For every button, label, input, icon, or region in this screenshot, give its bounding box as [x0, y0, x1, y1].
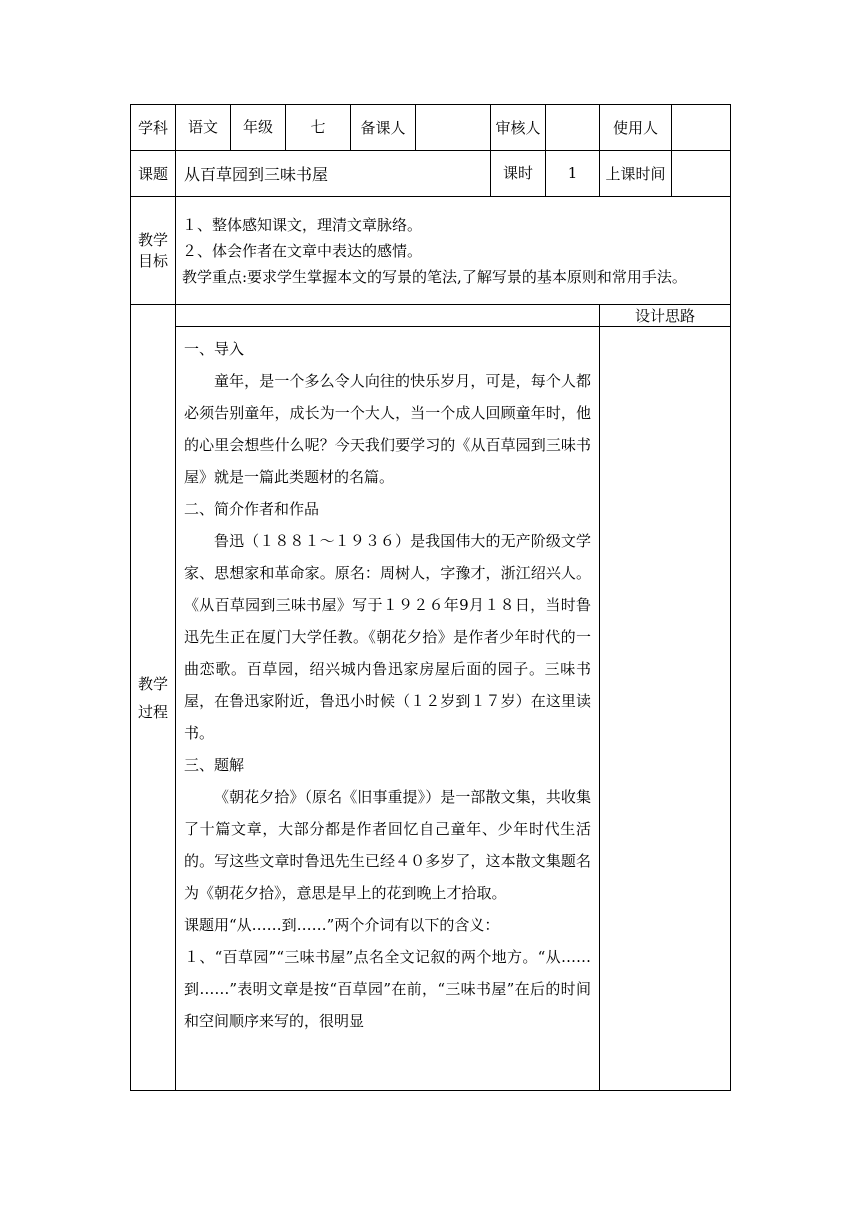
objective-item: １、整体感知课文，理清文章脉络。: [182, 215, 423, 234]
process-label: 教学过程: [131, 305, 176, 1091]
paragraph: 童年，是一个多么令人向往的快乐岁月，可是，每个人都必须告别童年，成长为一个大人，当一个成人回顾童年时，他的心里会想些什么呢？今天我们要学习的《从百草园到三味书屋》就是一篇此类题材的名篇。: [184, 372, 591, 486]
preparer-value: [416, 105, 491, 151]
grade-label: 年级: [231, 105, 286, 151]
section-heading: 二、简介作者和作品: [184, 500, 320, 518]
topic-value: 从百草园到三味书屋: [176, 151, 491, 197]
objectives-content: [176, 197, 731, 305]
section-heading: 三、题解: [184, 756, 245, 774]
paragraph: 课题用“从……到……”两个介词有以下的含义：: [184, 916, 500, 934]
grade-value: 七: [286, 105, 351, 151]
reviewer-label: 审核人: [491, 105, 546, 151]
class-time-label: 上课时间: [600, 151, 672, 197]
process-content: [176, 327, 600, 1091]
lesson-plan-table: [130, 104, 731, 1091]
user-label: 使用人: [600, 105, 672, 151]
subject-value: 语文: [176, 105, 231, 151]
section-heading: 一、导入: [184, 340, 245, 358]
class-time-value: [672, 151, 731, 197]
topic-row: [131, 151, 731, 197]
process-row: [131, 327, 731, 1091]
paragraph: 鲁迅（１８８１～１９３６）是我国伟大的无产阶级文学家、思想家和革命家。原名：周树人，字豫才，浙江绍兴人。《从百草园到三味书屋》写于１９２６年9月１８日，当时鲁迅先生正在厦门大学任教。《朝花夕拾》是作者少年时代的一曲恋歌。百草园，绍兴城内鲁迅家房屋后面的园子。三味书屋，在鲁迅家附近，鲁迅小时候（１２岁到１７岁）在这里读书。: [184, 532, 591, 742]
objectives-row: [131, 197, 731, 305]
preparer-label: 备课人: [351, 105, 416, 151]
hours-label: 课时: [491, 151, 546, 197]
hours-value: 1: [546, 151, 600, 197]
design-ideas-header: 设计思路: [600, 305, 731, 327]
reviewer-value: [546, 105, 600, 151]
teaching-focus: 教学重点:要求学生掌握本文的写景的笔法,了解写景的基本原则和常用手法。: [182, 267, 687, 286]
process-header-blank: [176, 305, 600, 327]
paragraph: １、“百草园”“三味书屋”点名全文记叙的两个地方。“从……到……”表明文章是按“百草园”在前，“三味书屋”在后的时间和空间顺序来写的，很明显: [184, 948, 591, 1030]
topic-label: 课题: [131, 151, 176, 197]
header-row: [131, 105, 731, 151]
paragraph: 《朝花夕拾》（原名《旧事重提》）是一部散文集，共收集了十篇文章，大部分都是作者回忆自己童年、少年时代生活的。写这些文章时鲁迅先生已经４０多岁了，这本散文集题名为《朝花夕拾》，意思是早上的花到晚上才拾取。: [184, 788, 591, 902]
objective-item: ２、体会作者在文章中表达的感情。: [182, 241, 423, 260]
user-value: [672, 105, 731, 151]
objectives-label: 教学目标: [131, 197, 176, 305]
design-ideas-content: [600, 327, 731, 1091]
subject-label: 学科: [131, 105, 176, 151]
process-header-row: [131, 305, 731, 327]
